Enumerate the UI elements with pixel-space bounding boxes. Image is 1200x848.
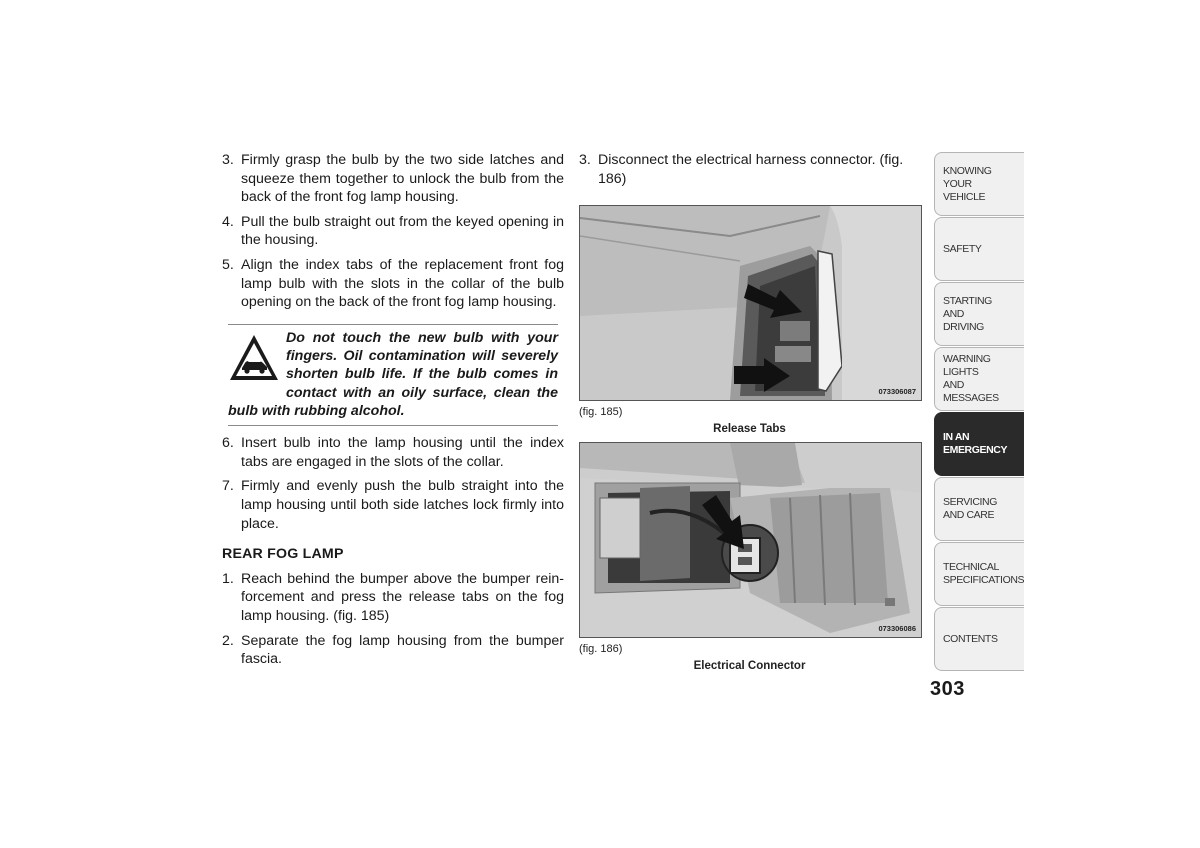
tab-safety[interactable]: SAFETY [934,217,1024,281]
step-number: 6. [222,435,234,452]
figure-code: 073306087 [878,387,916,396]
release-tabs-illustration [580,206,921,400]
step-1 [222,570,564,626]
step-text: Firmly and evenly push the bulb straight into the lamp housing until both side latches lock firmly into place. [241,478,564,532]
step-number: 3. [579,152,591,168]
figure-code: 073306086 [878,624,916,633]
tab-technical-specifications[interactable]: TECHNICAL SPECIFICATIONS [934,542,1024,606]
step-5 [222,256,564,312]
step-number: 2. [222,632,234,649]
electrical-connector-illustration [580,443,921,637]
step-number: 5. [222,256,234,273]
figure-release-tabs [579,205,922,401]
page-number: 303 [930,678,965,700]
figure-electrical-connector [579,442,922,638]
tab-knowing-your-vehicle[interactable]: KNOWING YOUR VEHICLE [934,152,1024,216]
step-7 [222,477,564,533]
tab-in-an-emergency[interactable]: IN AN EMERGENCY [934,412,1024,476]
tab-warning-lights-and-messages[interactable]: WARNING LIGHTS AND MESSAGES [934,347,1024,411]
chapter-tabs [934,152,1024,672]
step-6 [222,434,564,471]
step-3-disconnect [579,151,921,188]
warning-text: Do not touch the new bulb with your fingers. Oil contamination will severely shorten bulb life. If the bulb comes in contact with an oily surface, clean the bulb with rubbing alcohol. [228,329,558,419]
step-3 [222,151,564,207]
tab-servicing-and-care[interactable]: SERVICING AND CARE [934,477,1024,541]
section-heading: REAR FOG LAMP [222,546,344,563]
figure-reference: (fig. 186) [579,643,623,655]
left-column [222,151,564,675]
step-text: Reach behind the bumper above the bumper rein-forcement and press the release tabs on the fog lamp housing. (fig. 185) [241,570,564,624]
step-number: 7. [222,478,234,495]
step-2 [222,632,564,669]
figure-reference: (fig. 185) [579,406,623,418]
step-4 [222,213,564,250]
step-text: Firmly grasp the bulb by the two side latches and squeeze them together to unlock the bulb from the back of the front fog lamp housing. [241,152,564,206]
step-number: 3. [222,152,234,168]
step-number: 1. [222,570,234,587]
step-text: Disconnect the electrical harness connector. (fig. 186) [598,152,904,187]
figure-caption: Release Tabs [713,423,786,435]
step-text: Align the index tabs of the replacement front fog lamp bulb with the slots in the collar of the bulb opening on the back of the front fog lamp housing. [241,256,564,311]
step-number: 4. [222,213,234,230]
step-text: Insert bulb into the lamp housing until the index tabs are engaged in the slots of the collar. [241,435,564,470]
tab-contents[interactable]: CONTENTS [934,607,1024,671]
warning-box [228,324,558,426]
step-text: Separate the fog lamp housing from the bumper fascia. [241,632,564,668]
warning-triangle-icon [228,332,280,384]
right-column [579,151,921,194]
step-text: Pull the bulb straight out from the keyed opening in the housing. [241,213,564,249]
tab-starting-and-driving[interactable]: STARTING AND DRIVING [934,282,1024,346]
figure-caption: Electrical Connector [693,660,806,672]
